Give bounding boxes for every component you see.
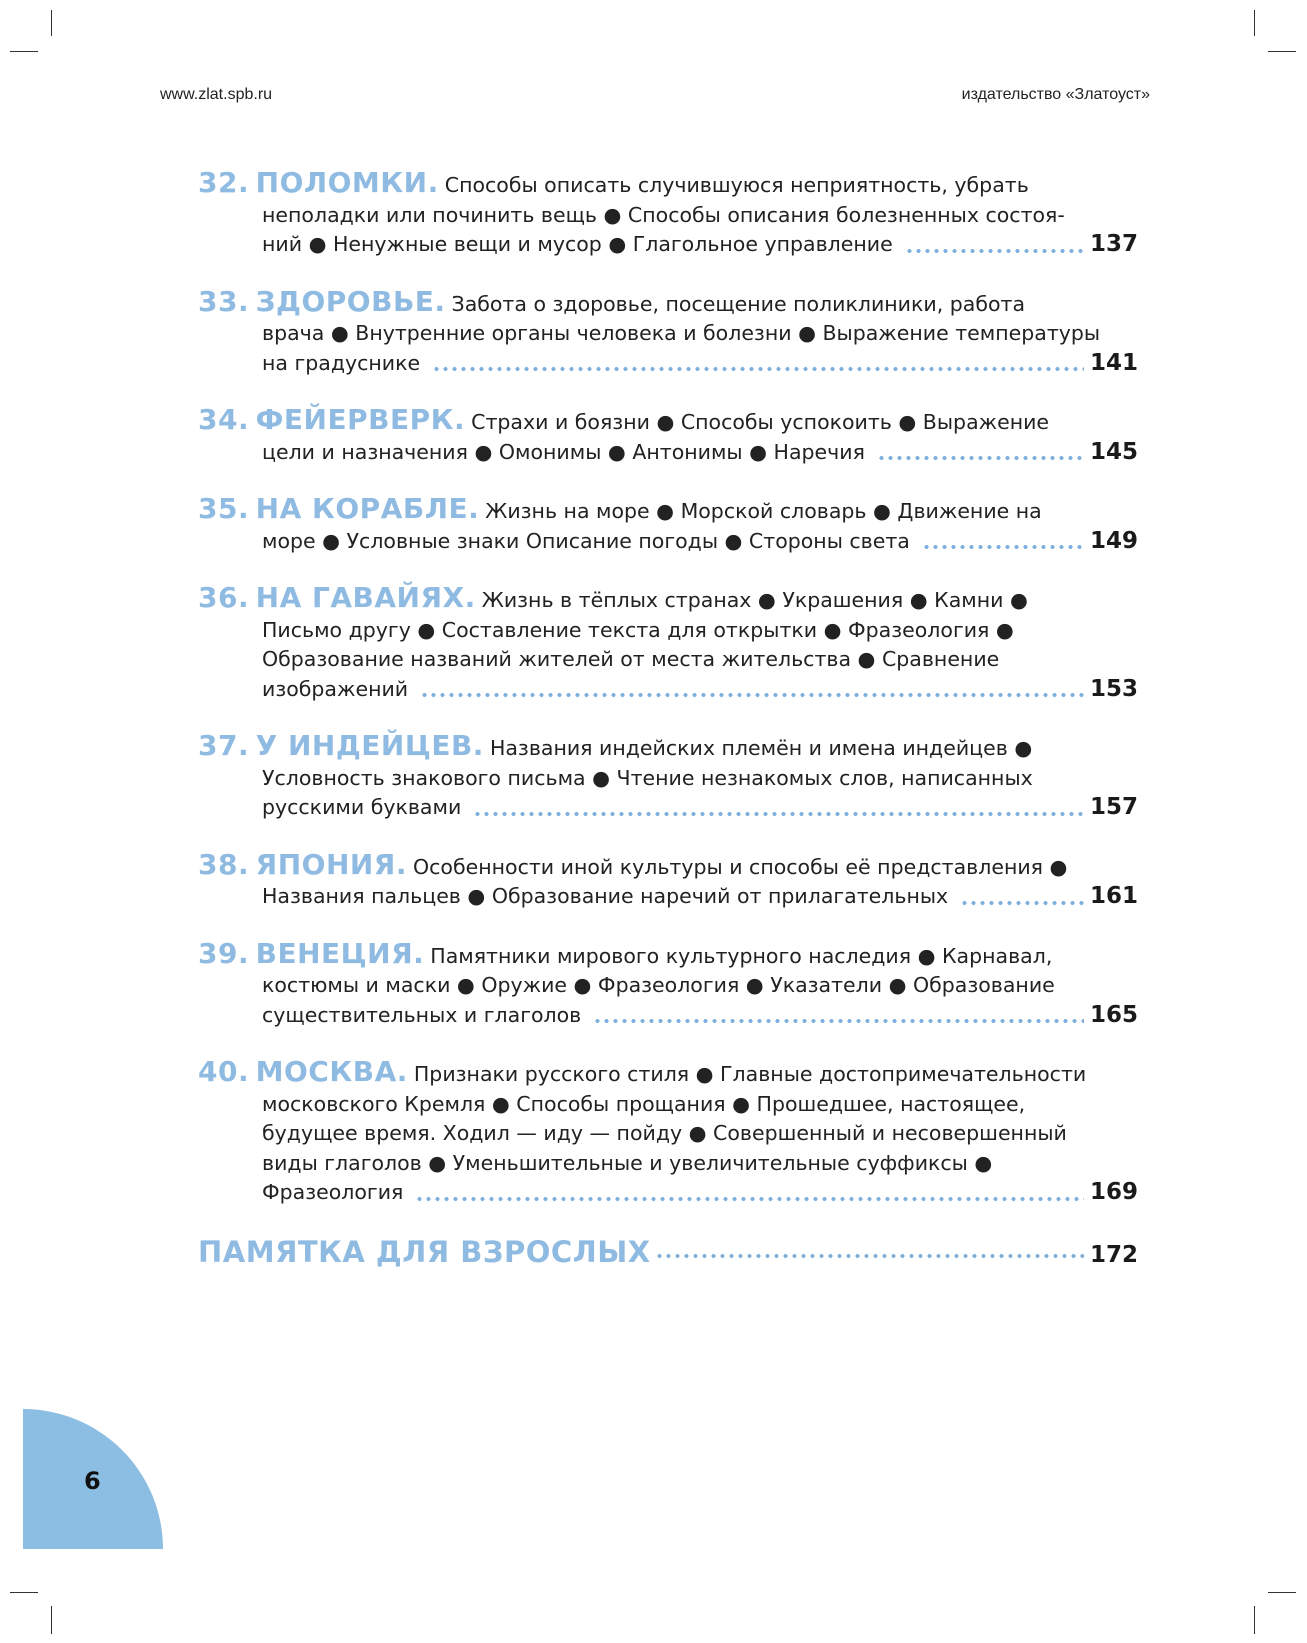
- chapter-description: Способы описать случившуюся неприятность, убрать: [444, 173, 1029, 197]
- toc-line-wrap: [262, 618, 1014, 642]
- toc-line-wrap: [198, 581, 1028, 614]
- chapter-number: 39.: [198, 936, 250, 970]
- toc-line-wrap: [198, 729, 1033, 762]
- chapter-description: Особенности иной культуры и способы её представления ●: [413, 854, 1068, 879]
- dot-leader: [905, 249, 1084, 253]
- chapter-description: будущее время. Ходил — иду — пойду ● Совершенный и несовершенный: [262, 1121, 1067, 1145]
- page-ref: 141: [1089, 349, 1138, 376]
- toc-entry: [198, 731, 1138, 823]
- toc-line: [198, 168, 1138, 201]
- chapter-number: 32.: [198, 166, 250, 199]
- toc-line: [198, 936, 1138, 972]
- toc-line-wrap: [262, 1121, 1067, 1145]
- page-ref: 169: [1089, 1179, 1138, 1205]
- publisher-name: издательство «Златоуст»: [961, 86, 1150, 103]
- toc-line-wrap: [198, 166, 1029, 199]
- toc-entry: [198, 284, 1138, 379]
- chapter-description: цели и назначения ● Омонимы ● Антонимы ● Наречия: [262, 439, 865, 464]
- chapter-number: 33.: [198, 284, 250, 318]
- toc-line: [198, 971, 1138, 1001]
- toc-entry: [198, 405, 1138, 467]
- chapter-number: 35.: [198, 492, 250, 525]
- page-ref: 137: [1089, 231, 1138, 257]
- toc-line-wrap: [262, 230, 893, 260]
- toc-entry: [198, 1057, 1138, 1208]
- toc-line-wrap: [262, 1178, 403, 1208]
- chapter-description: Памятники мирового культурного наследия ● Карнавал,: [430, 943, 1053, 968]
- crop-mark: [10, 1592, 38, 1593]
- memo-title: ПАМЯТКА ДЛЯ ВЗРОСЛЫХ: [198, 1234, 651, 1269]
- chapter-description: костюмы и маски ● Оружие ● Фразеология ● Указатели ● Образование: [262, 973, 1055, 997]
- crop-mark: [1254, 10, 1255, 36]
- toc-line-wrap: [262, 1151, 992, 1175]
- toc-line: [198, 1178, 1138, 1208]
- chapter-number: 34.: [198, 403, 250, 436]
- chapter-title: ВЕНЕЦИЯ.: [255, 936, 425, 970]
- toc-line: [198, 1119, 1138, 1149]
- chapter-description: на градуснике: [262, 350, 421, 375]
- dot-leader: [415, 1197, 1084, 1201]
- toc-line: [198, 1090, 1138, 1120]
- toc-line-wrap: [262, 882, 948, 912]
- toc-entry: [198, 936, 1138, 1031]
- crop-mark: [1254, 1606, 1255, 1634]
- toc-line-wrap: [262, 438, 865, 468]
- chapter-description: Условность знакового письма ● Чтение незнакомых слов, написанных: [262, 765, 1033, 790]
- dot-leader: [420, 693, 1084, 697]
- toc-line-wrap: [262, 527, 910, 557]
- crop-mark: [1268, 1592, 1296, 1593]
- page-ref: 145: [1089, 438, 1138, 465]
- toc-line-wrap: [262, 203, 1065, 227]
- toc-line-wrap: [262, 349, 420, 379]
- toc-line-wrap: [198, 284, 1026, 318]
- chapter-description: Жизнь на море ● Морской словарь ● Движение на: [485, 499, 1042, 523]
- toc-line: [198, 731, 1138, 764]
- chapter-title: ФЕЙЕРВЕРК.: [255, 403, 466, 436]
- toc-line: [198, 494, 1138, 527]
- chapter-title: ПОЛОМКИ.: [255, 166, 439, 199]
- toc-line: [198, 583, 1138, 616]
- site-url: www.zlat.spb.ru: [160, 86, 273, 103]
- toc-line-wrap: [262, 675, 408, 705]
- crop-mark: [1268, 51, 1296, 52]
- toc-line: [198, 793, 1138, 823]
- chapter-description: ний ● Ненужные вещи и мусор ● Глагольное управление: [262, 232, 893, 256]
- chapter-description: Признаки русского стиля ● Главные достопримечательности: [413, 1062, 1087, 1086]
- toc-line-wrap: [262, 647, 999, 671]
- toc-line: [198, 1149, 1138, 1179]
- toc-line-wrap: [262, 1092, 1025, 1116]
- toc-entry: [198, 168, 1138, 260]
- toc-entry: [198, 494, 1138, 556]
- page-ref: 161: [1089, 883, 1138, 909]
- dot-leader: [922, 545, 1084, 549]
- dot-leader: [593, 1019, 1084, 1023]
- chapter-description: изображений: [262, 676, 409, 701]
- toc-line: [198, 405, 1138, 438]
- chapter-description: Названия индейских племён и имена индейцев ●: [489, 736, 1033, 760]
- toc-line-wrap: [262, 973, 1055, 997]
- toc-line: [198, 847, 1138, 883]
- toc-line-wrap: [198, 936, 1053, 970]
- dot-leader: [960, 901, 1084, 905]
- chapter-description: существительных и глаголов: [262, 1002, 582, 1027]
- toc-line: [198, 882, 1138, 912]
- crop-mark: [51, 1606, 52, 1634]
- page-ref: 157: [1089, 794, 1138, 820]
- toc-entry: [198, 847, 1138, 912]
- toc-line: [198, 1001, 1138, 1031]
- chapter-title: ЯПОНИЯ.: [255, 847, 408, 881]
- chapter-title: МОСКВА.: [255, 1055, 408, 1088]
- toc-line: [198, 616, 1138, 646]
- chapter-title: НА ГАВАЙЯХ.: [255, 581, 476, 614]
- page-ref: 149: [1089, 527, 1138, 554]
- crop-mark: [10, 51, 38, 52]
- chapter-title: ЗДОРОВЬЕ.: [255, 284, 446, 318]
- toc-line: [198, 201, 1138, 231]
- chapter-description: Жизнь в тёплых странах ● Украшения ● Камни ●: [481, 588, 1028, 612]
- toc-line-wrap: [262, 793, 461, 823]
- dot-leader: [473, 812, 1084, 816]
- page-ref: 172: [1089, 1241, 1138, 1268]
- chapter-description: Письмо другу ● Составление текста для открытки ● Фразеология ●: [262, 617, 1014, 642]
- dot-leader: [877, 456, 1084, 460]
- toc-line: [198, 230, 1138, 260]
- toc-line-wrap: [262, 766, 1033, 790]
- chapter-number: 38.: [198, 847, 250, 881]
- page-number: 6: [84, 1467, 101, 1495]
- dot-leader: [655, 1254, 1084, 1258]
- chapter-description: виды глаголов ● Уменьшительные и увеличительные суффиксы ●: [262, 1150, 993, 1175]
- toc-line-wrap: [198, 1055, 1087, 1088]
- page-ref: 165: [1089, 1001, 1138, 1028]
- table-of-contents: [198, 168, 1138, 1269]
- toc-line: [198, 284, 1138, 320]
- toc-line-wrap: [198, 492, 1042, 525]
- toc-line: [198, 1057, 1138, 1090]
- chapter-description: русскими буквами: [262, 795, 462, 819]
- chapter-number: 37.: [198, 729, 250, 762]
- crop-mark: [51, 10, 52, 36]
- toc-line: [198, 675, 1138, 705]
- chapter-number: 36.: [198, 581, 250, 614]
- toc-line-wrap: [198, 403, 1050, 436]
- toc-line-wrap: [262, 1001, 581, 1031]
- toc-line-wrap: [198, 847, 1068, 881]
- toc-line-wrap: [262, 321, 1100, 345]
- chapter-description: море ● Условные знаки Описание погоды ● Стороны света: [262, 528, 910, 553]
- chapter-description: врача ● Внутренние органы человека и болезни ● Выражение температуры: [262, 321, 1101, 345]
- dot-leader: [432, 367, 1084, 371]
- chapter-description: московского Кремля ● Способы прощания ● Прошедшее, настоящее,: [262, 1091, 1026, 1116]
- toc-entry: [198, 583, 1138, 704]
- chapter-description: Забота о здоровье, посещение поликлиники, работа: [451, 291, 1026, 316]
- page-ref: 153: [1089, 675, 1138, 702]
- toc-memo-entry: [198, 1235, 1138, 1269]
- chapter-description: Страхи и боязни ● Способы успокоить ● Выражение: [471, 410, 1050, 434]
- toc-line: [198, 349, 1138, 379]
- toc-line: [198, 645, 1138, 675]
- chapter-description: Фразеология: [262, 1180, 404, 1204]
- toc-line: [198, 764, 1138, 794]
- chapter-description: Названия пальцев ● Образование наречий от прилагательных: [262, 884, 949, 908]
- toc-line: [198, 319, 1138, 349]
- chapter-title: У ИНДЕЙЦЕВ.: [255, 729, 484, 762]
- chapter-number: 40.: [198, 1055, 250, 1088]
- chapter-description: Образование названий жителей от места жительства ● Сравнение: [262, 647, 1000, 671]
- toc-line: [198, 527, 1138, 557]
- chapter-title: НА КОРАБЛЕ.: [255, 492, 480, 525]
- toc-line: [198, 438, 1138, 468]
- chapter-description: неполадки или починить вещь ● Способы описания болезненных состоя-: [262, 202, 1065, 227]
